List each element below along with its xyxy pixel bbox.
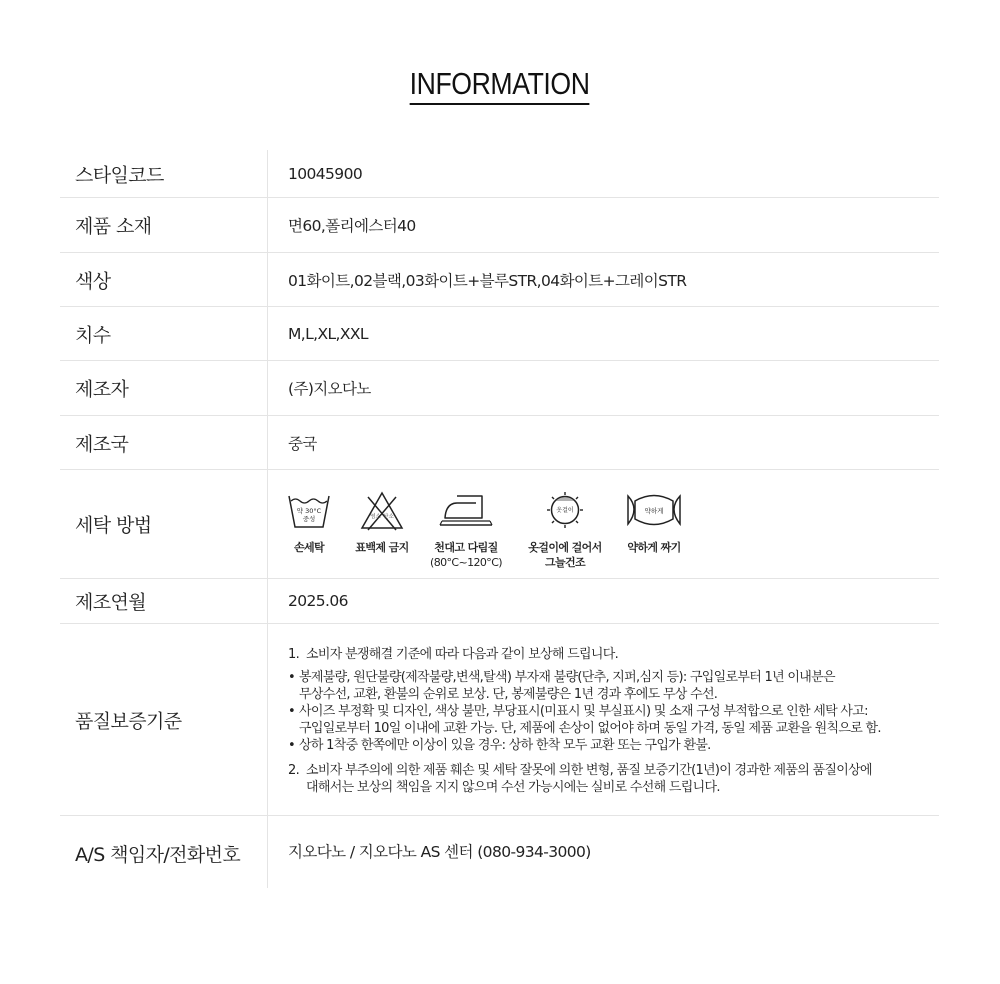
dry-label-line2: 그늘건조	[544, 556, 586, 569]
wash-item-iron	[427, 490, 505, 570]
quality-item-1-text: 소비자 분쟁해결 기준에 따라 다음과 같이 보상해 드립니다.	[306, 647, 619, 662]
iron-label	[430, 540, 502, 570]
wring-text: 약하게	[644, 507, 664, 515]
hanger-text: 옷걸이	[556, 507, 574, 514]
country-value: 중국	[288, 434, 317, 453]
bullet-2-marker: •	[288, 704, 295, 719]
gentle-wring-icon	[624, 490, 684, 532]
color-value: 01화이트,02블랙,03화이트+블루STR,04화이트+그레이STR	[288, 271, 687, 290]
quality-bullet-2	[288, 703, 938, 720]
manufacturer-label: 제조자	[75, 378, 129, 401]
row-material	[60, 198, 939, 253]
dry-label	[528, 540, 601, 570]
wring-label: 약하게 짜기	[627, 541, 681, 554]
manufacturer-value: (주)지오다노	[288, 380, 371, 398]
country-label: 제조국	[75, 433, 129, 455]
size-value: M,L,XL,XXL	[288, 324, 368, 343]
row-color	[60, 253, 939, 307]
bullet-2-line1: 사이즈 부정확 및 디자인, 색상 불만, 부당표시(미표시 및 부실표시) 및 소재 구성 부적합으로 인한 세탁 사고:	[299, 704, 868, 719]
material-value: 면60,폴리에스터40	[288, 217, 416, 235]
page-title: INFORMATION	[410, 66, 590, 105]
title-wrap	[0, 66, 1000, 105]
row-manufacturer	[60, 361, 939, 416]
color-label: 색상	[75, 270, 111, 292]
row-washing	[60, 470, 939, 579]
row-manufacture-date	[60, 579, 939, 624]
style-code-label: 스타일코드	[75, 164, 164, 186]
dry-label-line1: 옷걸이에 걸어서	[528, 541, 602, 554]
hand-wash-temp: 약 30°C	[296, 507, 322, 515]
row-style-code	[60, 150, 939, 198]
info-table	[60, 150, 939, 891]
bleach-oxygen-text: 산소	[383, 514, 394, 520]
quality-text	[288, 646, 938, 796]
hang-dry-shade-icon	[542, 490, 588, 534]
wash-item-bleach	[348, 490, 416, 555]
size-label: 치수	[75, 324, 111, 346]
as-contact-label: A/S 책임자/전화번호	[75, 844, 241, 866]
bullet-1-line1: 봉제불량, 원단불량(제작불량,변색,탈색) 부자재 불량(단추, 지퍼,심지 등): 구입일로부터 1년 이내분은	[299, 670, 835, 685]
bullet-3-text: 상하 1착중 한쪽에만 이상이 있을 경우: 상하 한착 모두 교환 또는 구입가 환불.	[299, 738, 711, 753]
bullet-2-line2: 구입일로부터 10일 이내에 교환 가능. 단, 제품에 손상이 없어야 하며 동일 가격, 동일 제품 교환을 원칙으로 함.	[299, 721, 881, 736]
hand-wash-detergent: 중성	[302, 515, 316, 523]
style-code-value: 10045900	[288, 164, 363, 183]
row-as-contact	[60, 816, 939, 891]
as-contact-value: 지오다노 / 지오다노 AS 센터 (080-934-3000)	[288, 843, 591, 861]
bullet-1-line2: 무상수선, 교환, 환불의 순위로 보상. 단, 봉제불량은 1년 경과 후에도 무상 수선.	[299, 687, 718, 702]
row-country	[60, 416, 939, 470]
hand-wash-icon	[285, 490, 333, 532]
iron-label-text: 천대고 다림질	[434, 541, 498, 554]
wash-item-dry	[521, 490, 609, 570]
manufacture-date-value: 2025.06	[288, 592, 348, 610]
bullet-3-marker: •	[288, 738, 295, 753]
manufacture-date-label: 제조연월	[75, 591, 147, 614]
iron-over-cloth-icon	[437, 490, 495, 532]
bleach-chlorine-text: 염소	[370, 514, 381, 520]
quality-bullet-3	[288, 737, 938, 754]
quality-label: 품질보증기준	[75, 710, 182, 732]
wash-item-hand	[282, 490, 336, 555]
quality-item-2	[288, 762, 938, 779]
iron-temp-range: (80°C~120°C)	[430, 556, 502, 569]
row-quality	[60, 624, 939, 816]
quality-item-2-line2: 대해서는 보상의 책임을 지지 않으며 수선 가능시에는 실비로 수선해 드립니다.	[306, 780, 720, 795]
wash-item-wring	[619, 490, 689, 555]
washing-icons	[282, 490, 689, 570]
hand-wash-label: 손세탁	[293, 541, 325, 554]
quality-bullet-1	[288, 669, 938, 686]
quality-item-2-line1: 소비자 부주의에 의한 제품 훼손 및 세탁 잘못에 의한 변형, 품질 보증기간(1년)이 경과한 제품의 품질이상에	[306, 763, 872, 778]
row-size	[60, 307, 939, 361]
no-bleach-label: 표백제 금지	[355, 541, 409, 554]
washing-label: 세탁 방법	[75, 514, 152, 537]
material-label: 제품 소재	[75, 215, 152, 238]
bullet-1-marker: •	[288, 670, 295, 685]
no-bleach-icon	[359, 490, 405, 532]
quality-item-1	[288, 646, 938, 663]
quality-item-1-num: 1.	[288, 647, 300, 662]
quality-item-2-num: 2.	[288, 763, 300, 778]
